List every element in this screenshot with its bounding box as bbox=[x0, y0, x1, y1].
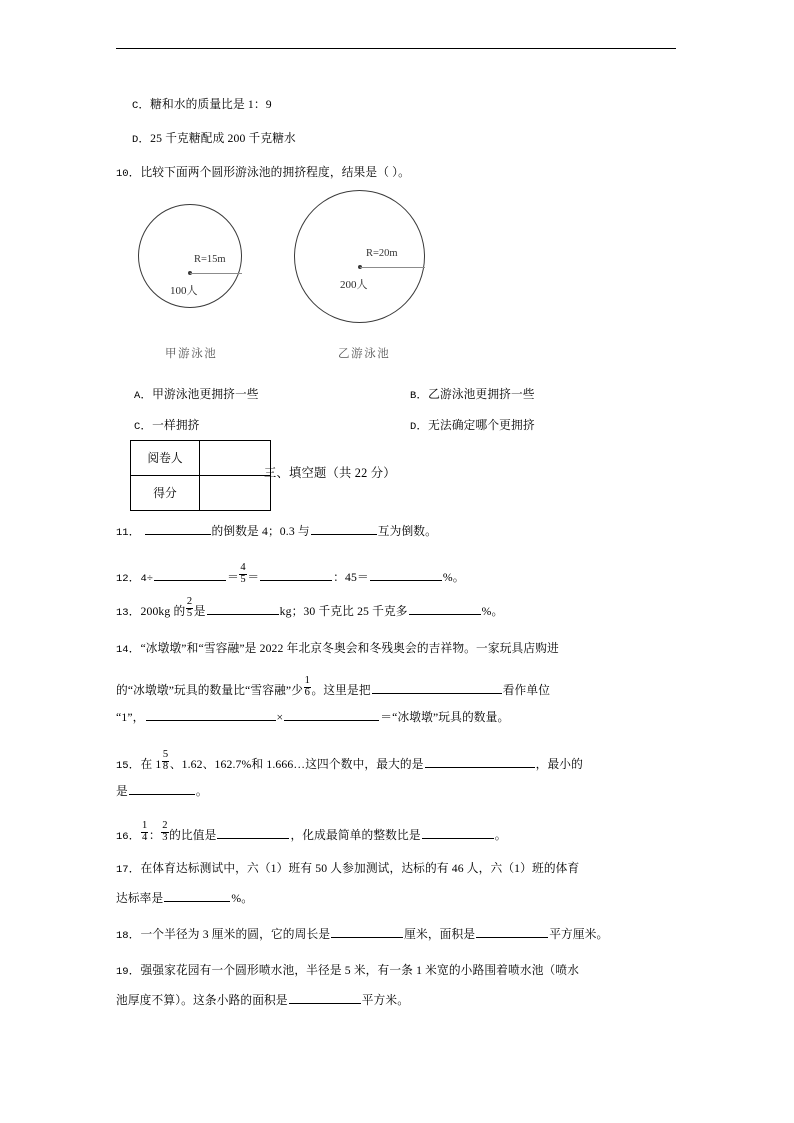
question-11-number: 11 bbox=[116, 527, 129, 539]
question-16-fraction2-denominator: 3 bbox=[162, 831, 168, 843]
question-19-line1: 强强家花园有一个圆形喷水池，半径是 5 米，有一条 1 米宽的小路围着喷水池（喷水 bbox=[140, 964, 580, 977]
question-12-part1: 4÷ bbox=[140, 573, 154, 586]
question-11-sep: ． bbox=[128, 525, 141, 538]
option-c-text: 糖和水的质量比是 1：9 bbox=[150, 98, 272, 111]
question-18-part1: 一个半径为 3 厘米的圆，它的周长是 bbox=[140, 928, 331, 941]
question-14-line-2 bbox=[116, 675, 551, 701]
option-d2-sep: ． bbox=[416, 419, 429, 432]
question-18-blank-1[interactable] bbox=[331, 925, 403, 938]
question-10-option-b[interactable] bbox=[410, 386, 535, 405]
question-16-part1: 的比值是 bbox=[169, 829, 217, 843]
pool-a-radius-line bbox=[190, 273, 242, 274]
question-12-blank-3[interactable] bbox=[370, 568, 442, 581]
question-12-blank-1[interactable] bbox=[154, 568, 226, 581]
question-12-fraction-numerator: 4 bbox=[240, 562, 246, 573]
option-c2-sep: ． bbox=[140, 419, 153, 432]
question-15-line1a: 在 1 bbox=[140, 758, 162, 772]
question-14-blank-1[interactable] bbox=[372, 681, 502, 694]
question-14-line2c: 看作单位 bbox=[502, 684, 551, 698]
option-d2-text: 无法确定哪个更拥挤 bbox=[428, 419, 535, 432]
question-17-line2a: 达标率是 bbox=[116, 892, 164, 905]
option-a-sep: ． bbox=[140, 388, 153, 401]
question-14-fraction bbox=[304, 676, 311, 698]
question-16-fraction-2 bbox=[161, 821, 168, 843]
question-19-line2a: 池厚度不算）。这条小路的面积是 bbox=[116, 994, 288, 1007]
question-16-fraction1-denominator: 4 bbox=[141, 831, 148, 843]
option-c2-text: 一样拥挤 bbox=[152, 419, 200, 432]
question-14-sep: ． bbox=[128, 642, 141, 655]
question-12-blank-2[interactable] bbox=[260, 568, 332, 581]
question-17-number: 17 bbox=[116, 864, 129, 876]
question-11-part2: 互为倒数。 bbox=[377, 525, 437, 538]
pool-b-people-label: 200人 bbox=[340, 279, 368, 291]
table-row bbox=[131, 476, 271, 511]
question-12-fraction bbox=[239, 563, 246, 585]
pool-b-radius-line bbox=[360, 267, 425, 268]
option-d-letter: D bbox=[132, 134, 139, 146]
pool-a-name: 甲游泳池 bbox=[165, 348, 218, 360]
question-19-sep: ． bbox=[128, 964, 141, 977]
question-14-blank-3[interactable] bbox=[284, 708, 379, 721]
question-17-line2b: %。 bbox=[231, 892, 254, 905]
question-12-part3: %。 bbox=[442, 571, 465, 585]
question-14-line2a: 的“冰墩墩”玩具的数量比“雪容融”少 bbox=[116, 684, 304, 698]
question-18-part3: 平方厘米。 bbox=[549, 928, 609, 941]
question-14-line2b: 。这里是把 bbox=[311, 684, 371, 698]
pool-a-radius-label: R=15m bbox=[194, 254, 226, 265]
question-19-number: 19 bbox=[116, 966, 129, 978]
question-13-fraction-denominator: 5 bbox=[186, 607, 193, 619]
question-16-sep: ． bbox=[128, 829, 141, 843]
question-11-blank-2[interactable] bbox=[311, 522, 377, 535]
question-16-number: 16 bbox=[116, 831, 129, 844]
option-c-letter: C bbox=[132, 100, 139, 112]
question-14-line-3 bbox=[116, 708, 509, 726]
question-14-number: 14 bbox=[116, 644, 129, 656]
question-10-text: 比较下面两个圆形游泳池的拥挤程度，结果是（ ）。 bbox=[140, 166, 410, 179]
question-15-sep: ． bbox=[128, 758, 141, 772]
question-13 bbox=[116, 596, 504, 622]
question-11 bbox=[116, 522, 437, 542]
option-c2-letter: C bbox=[134, 421, 141, 433]
pool-b-circle bbox=[294, 190, 425, 323]
table-row bbox=[131, 441, 271, 476]
question-16-part2: ，化成最简单的整数比是 bbox=[290, 829, 421, 843]
question-10-number: 10 bbox=[116, 168, 129, 180]
question-15-blank-2[interactable] bbox=[129, 782, 195, 795]
question-14-line3b: ＝“冰墩墩”玩具的数量。 bbox=[380, 711, 510, 724]
question-16-part3: 。 bbox=[494, 829, 507, 843]
question-13-part4: %。 bbox=[481, 605, 504, 619]
option-b-sep: ． bbox=[416, 388, 429, 401]
question-13-part3: kg；30 千克比 25 千克多 bbox=[279, 605, 408, 619]
question-13-fraction bbox=[186, 597, 193, 619]
option-a-letter: A bbox=[134, 390, 141, 402]
question-19-line-1 bbox=[116, 962, 579, 981]
pools-figure bbox=[118, 190, 678, 370]
option-d2-letter: D bbox=[410, 421, 417, 433]
question-11-blank-1[interactable] bbox=[145, 522, 211, 535]
question-10-stem bbox=[116, 164, 410, 183]
pool-a-people-label: 100人 bbox=[170, 285, 198, 297]
question-17-line-2 bbox=[116, 889, 253, 907]
question-14-blank-2[interactable] bbox=[146, 708, 276, 721]
question-12-number: 12 bbox=[116, 573, 129, 586]
question-12 bbox=[116, 562, 465, 588]
option-b-text: 乙游泳池更拥挤一些 bbox=[428, 388, 535, 401]
option-b-letter: B bbox=[410, 390, 417, 402]
header-rule bbox=[116, 48, 676, 49]
question-15-line-1 bbox=[116, 749, 583, 775]
question-17-line-1 bbox=[116, 860, 579, 879]
question-17-blank-1[interactable] bbox=[164, 889, 230, 902]
question-13-sep: ． bbox=[128, 605, 141, 619]
question-10-sep: ． bbox=[128, 166, 141, 179]
grader-label: 阅卷人 bbox=[131, 441, 200, 476]
option-d-text: 25 千克糖配成 200 千克糖水 bbox=[150, 132, 296, 145]
question-16-fraction1-numerator: 1 bbox=[141, 820, 148, 831]
score-value[interactable] bbox=[200, 476, 271, 511]
question-12-sep: ． bbox=[128, 571, 141, 585]
question-15-line1b: 、1.62、162.7%和 1.666…这四个数中，最大的是 bbox=[169, 758, 424, 772]
question-17-line1: 在体育达标测试中，六（1）班有 50 人参加测试，达标的有 46 人，六（1）班的体育 bbox=[140, 862, 580, 875]
question-14-line-1 bbox=[116, 640, 559, 659]
option-d-sep: ． bbox=[138, 132, 151, 145]
question-16-blank-2[interactable] bbox=[422, 826, 494, 839]
pool-b-radius-label: R=20m bbox=[366, 248, 398, 259]
question-18-part2: 厘米，面积是 bbox=[404, 928, 476, 941]
question-14-line1: “冰墩墩”和“雪容融”是 2022 年北京冬奥会和冬残奥会的吉祥物。一家玩具店购进 bbox=[140, 642, 559, 655]
question-13-part1: 200kg 的 bbox=[140, 605, 186, 619]
question-15-line-2 bbox=[116, 782, 208, 800]
question-13-blank-1[interactable] bbox=[207, 602, 279, 615]
option-a-text: 甲游泳池更拥挤一些 bbox=[152, 388, 259, 401]
question-13-number: 13 bbox=[116, 607, 129, 620]
question-16-blank-1[interactable] bbox=[217, 826, 289, 839]
question-13-fraction-numerator: 2 bbox=[186, 596, 193, 607]
question-19-blank-1[interactable] bbox=[289, 991, 361, 1004]
score-table bbox=[130, 440, 271, 511]
question-15-line2b: 。 bbox=[195, 785, 208, 798]
question-12-eq1: ＝ bbox=[227, 571, 239, 585]
question-19-line2b: 平方米。 bbox=[361, 994, 410, 1007]
option-c-sep: ． bbox=[138, 98, 151, 111]
question-18-sep: ． bbox=[128, 928, 141, 941]
question-14-fraction-denominator: 6 bbox=[304, 686, 310, 698]
question-12-part2: ：45＝ bbox=[333, 571, 369, 585]
question-14-mult: × bbox=[276, 711, 284, 724]
question-13-blank-2[interactable] bbox=[409, 602, 481, 615]
question-17-sep: ． bbox=[128, 862, 141, 875]
question-16-fraction2-numerator: 2 bbox=[162, 820, 168, 831]
question-16 bbox=[116, 820, 507, 846]
question-10-option-c[interactable] bbox=[134, 417, 200, 436]
question-10-option-a[interactable] bbox=[134, 386, 259, 405]
question-13-part2: 是 bbox=[193, 605, 206, 619]
question-18 bbox=[116, 925, 608, 945]
question-15-fraction-denominator: 8 bbox=[162, 760, 169, 772]
pool-b-name: 乙游泳池 bbox=[338, 348, 391, 360]
option-d-continued bbox=[132, 130, 296, 149]
question-18-number: 18 bbox=[116, 930, 129, 942]
question-19-line-2 bbox=[116, 991, 409, 1009]
section-3-heading: 三、填空题（共 22 分） bbox=[264, 466, 396, 480]
question-11-part1: 的倒数是 4；0.3 与 bbox=[211, 525, 310, 538]
option-c-continued bbox=[132, 96, 272, 115]
question-15-line2a: 是 bbox=[116, 785, 128, 798]
question-12-eq2: ＝ bbox=[247, 571, 260, 585]
question-15-blank-1[interactable] bbox=[425, 755, 535, 768]
score-label: 得分 bbox=[131, 476, 200, 511]
question-15-line1c: ，最小的 bbox=[535, 758, 583, 772]
question-16-ratio-sep: ： bbox=[148, 829, 161, 843]
question-14-fraction-numerator: 1 bbox=[304, 675, 310, 686]
question-15-number: 15 bbox=[116, 760, 129, 773]
question-18-blank-2[interactable] bbox=[476, 925, 548, 938]
grader-value[interactable] bbox=[200, 441, 271, 476]
question-12-fraction-denominator: 5 bbox=[240, 573, 246, 585]
question-16-fraction-1 bbox=[141, 821, 148, 843]
question-15-mixed-fraction bbox=[162, 750, 169, 772]
question-10-option-d[interactable] bbox=[410, 417, 535, 436]
question-14-line3a: “1”， bbox=[116, 711, 145, 724]
question-15-fraction-numerator: 5 bbox=[162, 749, 169, 760]
